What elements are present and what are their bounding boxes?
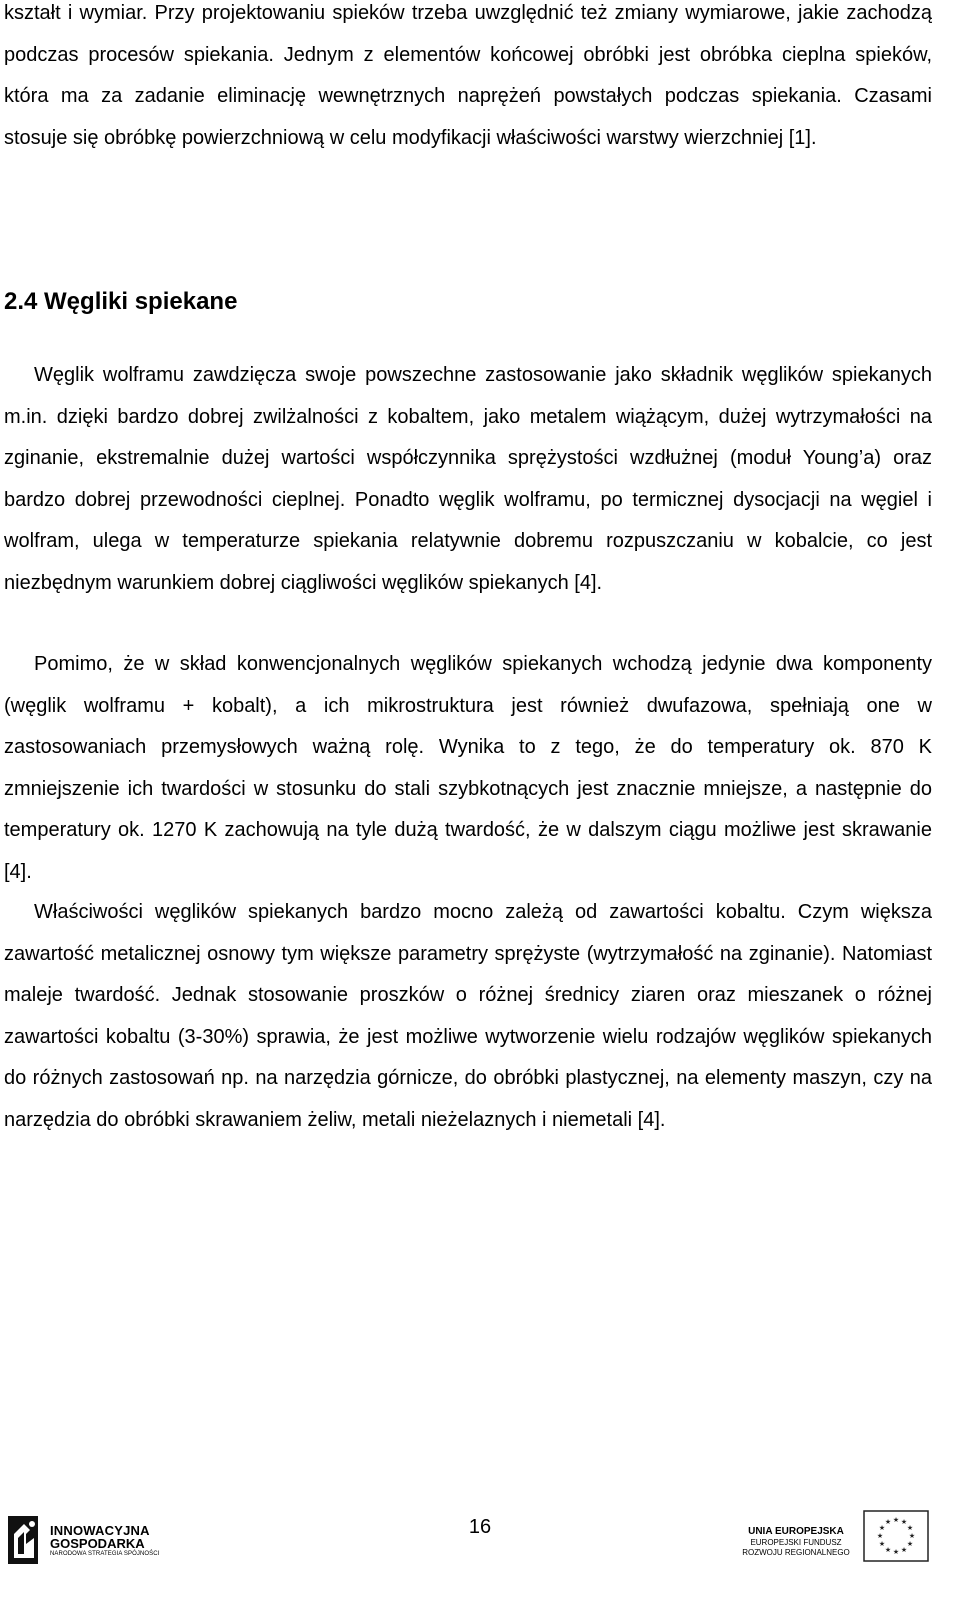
svg-text:★: ★ — [892, 1548, 900, 1556]
eu-flag-icon — [863, 1510, 929, 1562]
logo-innovative-line2: GOSPODARKA — [50, 1536, 145, 1551]
svg-text:★: ★ — [892, 1516, 900, 1524]
innovative-economy-logo — [4, 1510, 184, 1610]
svg-text:★: ★ — [878, 1524, 886, 1532]
svg-text:★: ★ — [884, 1518, 892, 1526]
svg-text:★: ★ — [876, 1532, 884, 1540]
eu-logo-line1: UNIA EUROPEJSKA — [748, 1526, 844, 1537]
svg-text:★: ★ — [878, 1540, 886, 1548]
section-heading: 2.4 Węgliki spiekane — [4, 288, 238, 315]
eu-logo-line2: EUROPEJSKI FUNDUSZ — [750, 1538, 842, 1547]
paragraph-intro: kształt i wymiar. Przy projektowaniu spieków trzeba uwzględnić też zmiany wymiarowe, jakie zachodzą podczas procesów spiekania. Jednym z elementów końcowej obróbki jest obróbka cieplna spieków, która ma za zadanie eliminację wewnętrznych naprężeń powstałych podczas spiekania. Czasami stosuje się obróbkę powierzchniową w celu modyfikacji właściwości warstwy wierzchniej [1]. — [4, 2, 932, 149]
svg-text:★: ★ — [900, 1546, 908, 1554]
page-number: 16 — [468, 1516, 492, 1538]
svg-text:★: ★ — [900, 1518, 908, 1526]
logo-innovative-line1: INNOWACYJNA — [50, 1523, 150, 1538]
svg-text:★: ★ — [908, 1532, 916, 1540]
paragraph-1: Węglik wolframu zawdzięcza swoje powszechne zastosowanie jako składnik węglików spiekanych m.in. dzięki bardzo dobrej zwilżalności z kobaltem, jako metalem wiążącym, dużej wytrzymałości na zginanie, ekstremalnie dużej wartości współczynnika sprężystości wzdłużnej (moduł Young’a) oraz bardzo dobrej przewodności cieplnej. Ponadto węglik wolframu, po termicznej dysocjacji na węgiel i wolfram, ulega w temperaturze spiekania relatywnie dobremu rozpuszczaniu w kobalcie, co jest niezbędnym warunkiem dobrej ciągliwości węglików spiekanych [4]. — [4, 364, 932, 594]
logo-innovative-line3: NARODOWA STRATEGIA SPÓJNOŚCI — [50, 1551, 160, 1557]
eu-logo-line3: ROZWOJU REGIONALNEGO — [742, 1548, 850, 1557]
innovative-economy-icon — [4, 1514, 44, 1566]
svg-text:★: ★ — [906, 1524, 914, 1532]
paragraph-3: Właściwości węglików spiekanych bardzo mocno zależą od zawartości kobaltu. Czym większa zawartość metalicznej osnowy tym większe parametry sprężyste (wytrzymałość na zginanie). Natomiast maleje twardość. Jednak stosowanie proszków o różnej średnicy ziaren oraz mieszanek o różnej zawartości kobaltu (3-30%) sprawia, że jest możliwe wytworzenie wielu rodzajów węglików spiekanych do różnych zastosowań np. na narzędzia górnicze, do obróbki plastycznej, na elementy maszyn, czy na narzędzia do obróbki skrawaniem żeliw, metali nieżelaznych i niemetali [4]. — [4, 901, 932, 1131]
svg-text:★: ★ — [884, 1546, 892, 1554]
eu-logo — [735, 1510, 935, 1610]
svg-text:★: ★ — [906, 1540, 914, 1548]
paragraph-2: Pomimo, że w skład konwencjonalnych węglików spiekanych wchodzą jedynie dwa komponenty (węglik wolframu + kobalt), a ich mikrostruktura jest również dwufazowa, spełniają one w zastosowaniach przemysłowych ważną rolę. Wynika to z tego, że do temperatury ok. 870 K zmniejszenie ich twardości w stosunku do stali szybkotnących jest znacznie mniejsze, a następnie do temperatury ok. 1270 K zachowują na tyle dużą twardość, że w dalszym ciągu możliwe jest skrawanie [4]. — [4, 653, 932, 883]
